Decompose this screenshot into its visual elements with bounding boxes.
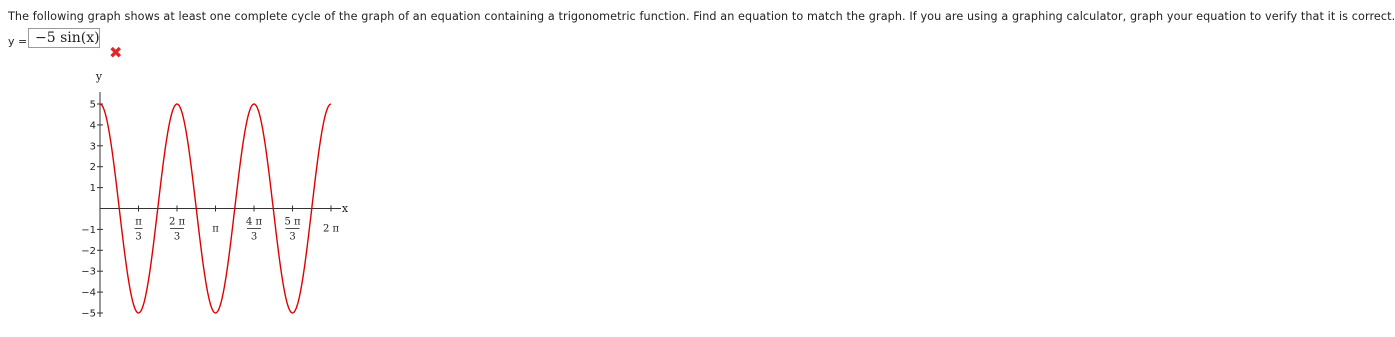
y-axis-title: y [95,70,103,83]
x-mark-icon: ✖ [109,43,123,62]
y-tick-label: 5 [89,99,96,111]
y-tick-label: −5 [81,308,96,320]
x-tick-numerator: 5 π [284,216,301,228]
x-tick-denominator: 3 [173,231,181,243]
x-tick-denominator: 3 [289,231,296,243]
x-axis-title: x [341,202,349,215]
y-tick-label: 2 [89,162,96,174]
question-text: The following graph shows at least one complete cycle of the graph of an equation containing a trigonometric function. Find an equation to match the graph. If you are using a graphing calculator, graph your equation to verify that it is correct. [8,10,1395,23]
x-tick-numerator: 2 π [168,216,186,228]
y-tick-label: −3 [81,266,96,278]
x-tick-denominator: 3 [135,231,142,243]
x-tick-numerator: 4 π [245,216,263,228]
x-tick-label: 2 π [322,223,340,235]
x-tick-numerator: π [135,216,142,228]
y-tick-label: −4 [81,287,96,299]
x-tick-label: π [212,223,219,235]
y-tick-label: −1 [81,224,96,236]
answer-input[interactable]: −5 sin(x) [28,28,100,48]
y-tick-label: −2 [81,245,96,257]
x-tick-denominator: 3 [250,231,258,243]
y-tick-label: 3 [89,141,96,153]
answer-prefix-label: y = [8,35,28,48]
y-tick-label: 4 [89,120,96,132]
y-tick-label: 1 [89,183,96,195]
axes [100,92,341,317]
